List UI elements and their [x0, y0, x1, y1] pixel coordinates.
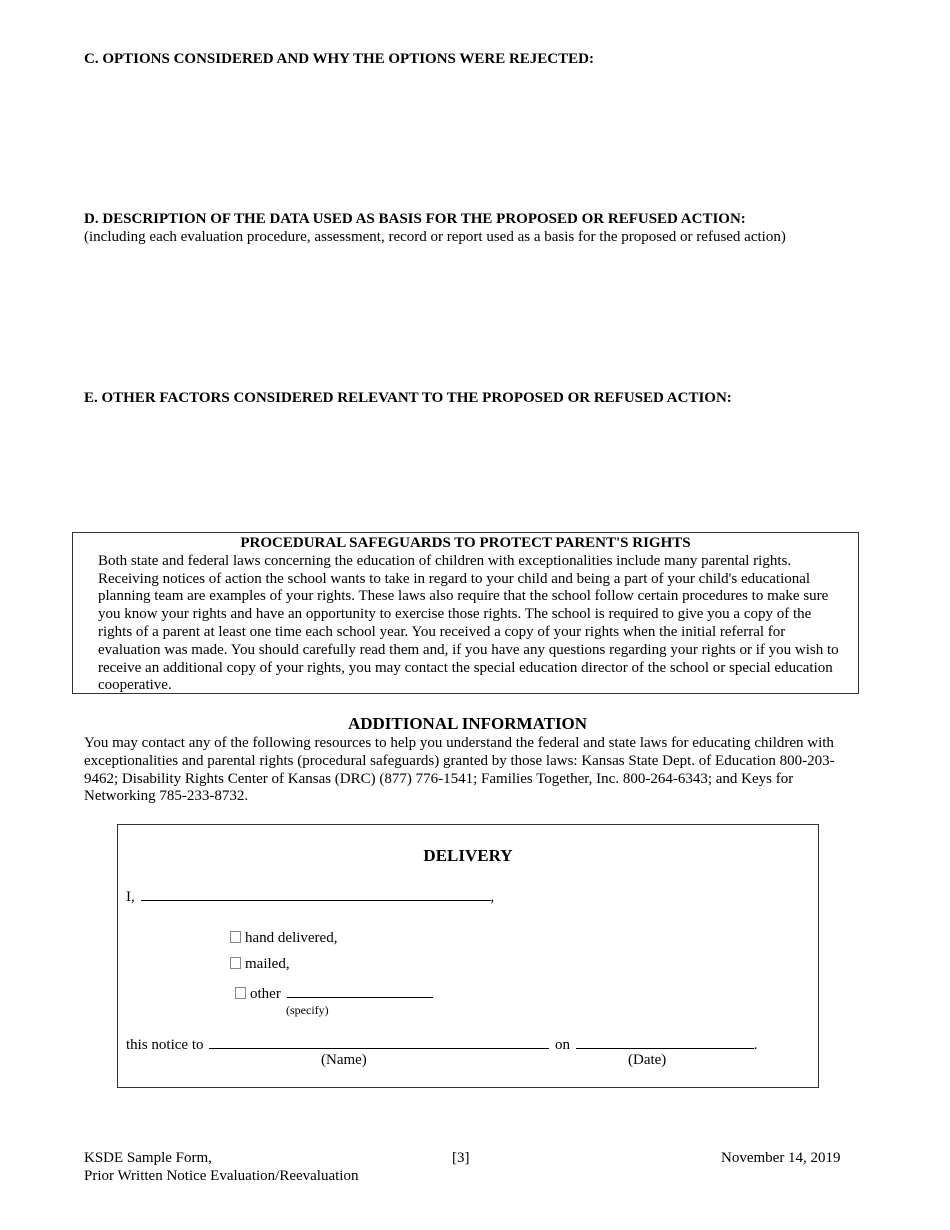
procedural-safeguards-box [72, 532, 859, 694]
recipient-name-line[interactable] [209, 1034, 549, 1049]
other-specify-line[interactable] [287, 983, 433, 998]
notice-to-label: this notice to [126, 1037, 204, 1053]
hand-delivered-label: hand delivered, [245, 930, 338, 946]
other-checkbox[interactable] [235, 987, 246, 999]
deliverer-name-line[interactable] [141, 886, 491, 901]
other-label: other [250, 986, 281, 1002]
i-prefix: I, [126, 889, 135, 905]
option-other[interactable] [235, 983, 433, 1004]
section-d-heading: D. DESCRIPTION OF THE DATA USED AS BASIS FOR THE PROPOSED OR REFUSED ACTION: [84, 211, 746, 227]
safeguards-body: Both state and federal laws concerning the education of children with exceptionalities include many parental rights. Receiving notices of action the school wants to take in regard to your child and being a part of your child's educational planning team are examples of your rights. These laws also require that the school follow certain procedures to make sure you know your rights and have an opportunity to exercise those rights. The school is required to give you a copy of the rights of a parent at least one time each school year. You received a copy of your rights when the initial referral for evaluation was made. You should carefully read them and, if you have any questions regarding your rights or if you wish to receive an additional copy of your rights, you may contact the special education director of the school or special education cooperative. [98, 552, 839, 694]
section-e-heading: E. OTHER FACTORS CONSIDERED RELEVANT TO THE PROPOSED OR REFUSED ACTION: [84, 390, 732, 406]
footer-page-number: [3] [452, 1150, 470, 1166]
safeguards-title: PROCEDURAL SAFEGUARDS TO PROTECT PARENT'S RIGHTS [240, 535, 691, 551]
delivery-title: DELIVERY [423, 846, 513, 865]
section-c-heading: C. OPTIONS CONSIDERED AND WHY THE OPTIONS WERE REJECTED: [84, 51, 594, 67]
option-mailed[interactable] [230, 956, 290, 974]
section-d-note: (including each evaluation procedure, assessment, record or report used as a basis for the proposed or refused action) [84, 229, 786, 245]
footer-form-title: Prior Written Notice Evaluation/Reevaluation [84, 1168, 359, 1184]
delivery-box [117, 824, 819, 1088]
additional-info-body: You may contact any of the following resources to help you understand the federal and state laws for educating children with exceptionalities and parental rights (procedural safeguards) granted by those laws: Kansas State Dept. of Education 800-203-9462; Disability Rights Center of Kansas (DRC) (877) 776-1541; Families Together, Inc. 800-264-6343; and Keys for Networking 785-233-8732. [84, 735, 835, 805]
comma: , [490, 889, 495, 905]
hand-delivered-checkbox[interactable] [230, 931, 241, 943]
specify-caption: (specify) [286, 1003, 329, 1017]
footer-form-name: KSDE Sample Form, [84, 1150, 212, 1166]
period: . [753, 1037, 758, 1053]
date-caption: (Date) [628, 1052, 667, 1068]
option-hand-delivered[interactable] [230, 930, 337, 948]
name-caption: (Name) [321, 1052, 367, 1068]
delivery-person-row [126, 886, 494, 907]
additional-info-title: ADDITIONAL INFORMATION [347, 714, 588, 733]
mailed-label: mailed, [245, 956, 290, 972]
delivery-date-line[interactable] [576, 1034, 754, 1049]
footer-date: November 14, 2019 [721, 1150, 841, 1166]
on-label: on [555, 1037, 570, 1053]
mailed-checkbox[interactable] [230, 957, 241, 969]
